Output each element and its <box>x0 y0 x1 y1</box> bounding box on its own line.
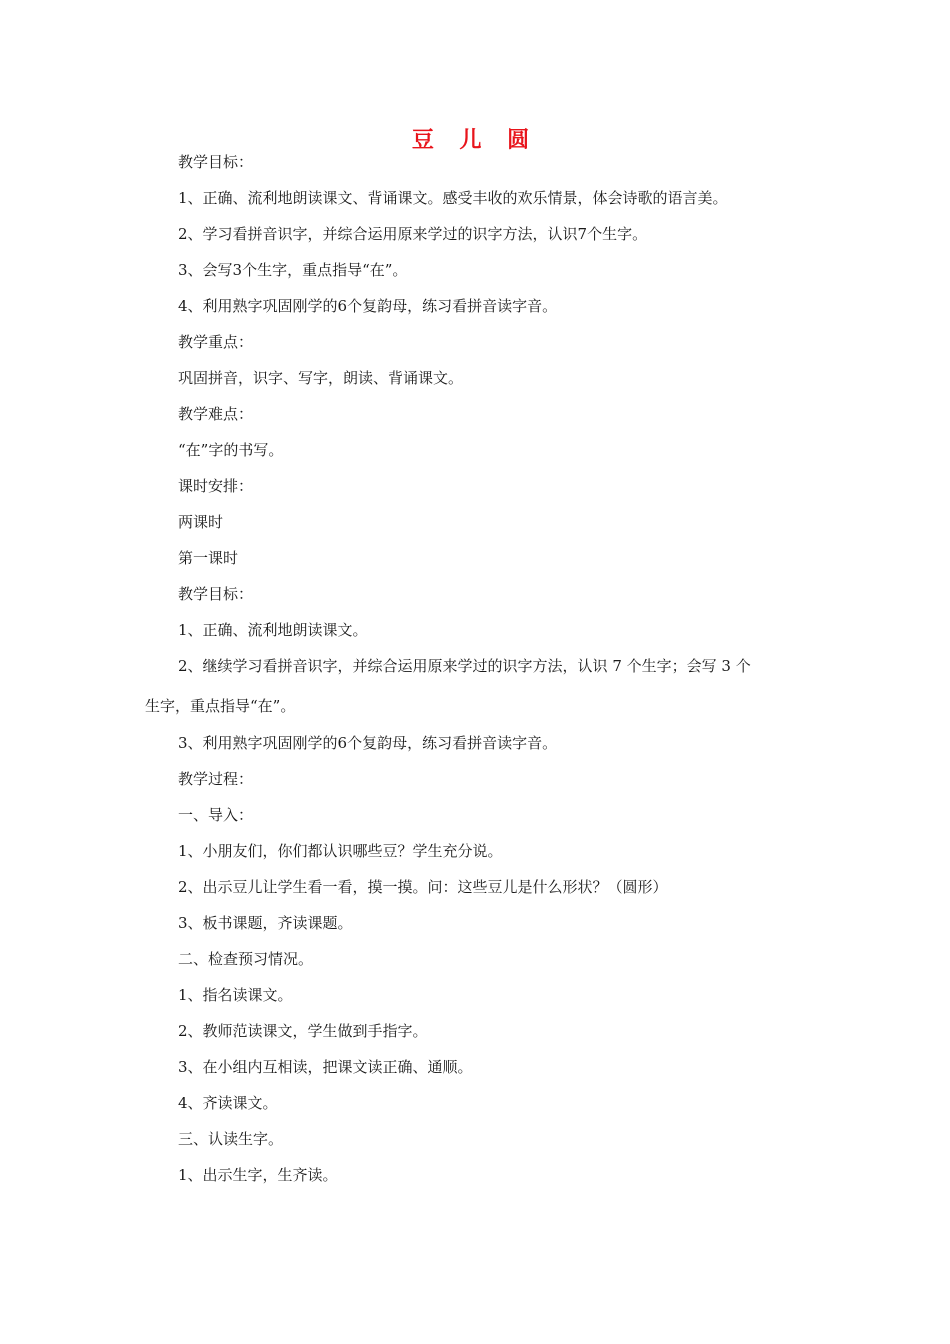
paragraph: 二、检查预习情况。 <box>178 950 314 968</box>
paragraph: 2、出示豆儿让学生看一看，摸一摸。问：这些豆儿是什么形状？（圆形） <box>178 878 668 896</box>
paragraph: 课时安排： <box>178 477 254 495</box>
paragraph: 教学目标： <box>178 585 254 603</box>
paragraph: 4、齐读课文。 <box>178 1094 278 1112</box>
paragraph: 巩固拼音，识字、写字，朗读、背诵课文。 <box>178 369 464 387</box>
paragraph: 1、出示生字，生齐读。 <box>178 1166 338 1184</box>
paragraph: 2、学习看拼音识字，并综合运用原来学过的识字方法，认识7个生字。 <box>178 225 648 243</box>
paragraph: 2、教师范读课文，学生做到手指字。 <box>178 1022 428 1040</box>
paragraph: 3、利用熟字巩固刚学的6个复韵母，练习看拼音读字音。 <box>178 734 558 752</box>
paragraph: 3、板书课题，齐读课题。 <box>178 914 353 932</box>
paragraph: 教学重点： <box>178 333 254 351</box>
paragraph: 1、正确、流利地朗读课文、背诵课文。感受丰收的欢乐情景，体会诗歌的语言美。 <box>178 189 728 207</box>
paragraph: 两课时 <box>178 513 224 531</box>
paragraph: 三、认读生字。 <box>178 1130 284 1148</box>
paragraph: 教学过程： <box>178 770 254 788</box>
paragraph: 3、会写3个生字，重点指导“在”。 <box>178 261 408 279</box>
paragraph: 3、在小组内互相读，把课文读正确、通顺。 <box>178 1058 473 1076</box>
paragraph: “在”字的书写。 <box>178 441 284 459</box>
paragraph: 生字，重点指导“在”。 <box>145 697 296 715</box>
paragraph: 4、利用熟字巩固刚学的6个复韵母，练习看拼音读字音。 <box>178 297 558 315</box>
paragraph: 第一课时 <box>178 549 239 567</box>
paragraph: 1、指名读课文。 <box>178 986 293 1004</box>
paragraph: 教学难点： <box>178 405 254 423</box>
paragraph: 1、正确、流利地朗读课文。 <box>178 621 368 639</box>
paragraph: 教学目标： <box>178 153 254 171</box>
paragraph: 一、导入： <box>178 806 254 824</box>
paragraph: 1、小朋友们，你们都认识哪些豆？学生充分说。 <box>178 842 503 860</box>
document-title: 豆 儿 圆 <box>411 127 539 153</box>
paragraph: 2、继续学习看拼音识字，并综合运用原来学过的识字方法，认识 7 个生字；会写 3 个 <box>178 657 751 675</box>
